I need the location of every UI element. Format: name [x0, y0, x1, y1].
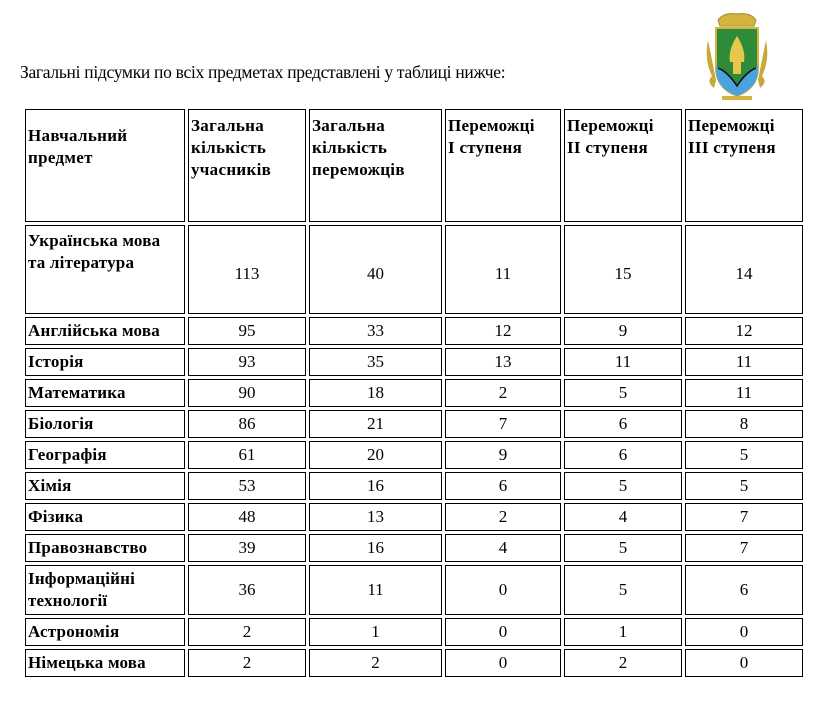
second-degree-cell: 4 — [564, 503, 682, 531]
winners-cell: 1 — [309, 618, 442, 646]
first-degree-cell: 4 — [445, 534, 561, 562]
winners-cell: 35 — [309, 348, 442, 376]
table-row — [25, 565, 803, 615]
participants-cell: 2 — [188, 649, 306, 677]
table-row — [25, 618, 803, 646]
table-row — [25, 649, 803, 677]
second-degree-cell: 15 — [564, 225, 682, 314]
second-degree-cell: 9 — [564, 317, 682, 345]
third-degree-cell: 7 — [685, 503, 803, 531]
subject-cell: Німецька мова — [25, 649, 185, 677]
participants-cell: 2 — [188, 618, 306, 646]
winners-cell: 18 — [309, 379, 442, 407]
subject-cell: Математика — [25, 379, 185, 407]
participants-cell: 95 — [188, 317, 306, 345]
table-row — [25, 317, 803, 345]
subject-cell: Біологія — [25, 410, 185, 438]
second-degree-cell: 6 — [564, 410, 682, 438]
third-degree-cell: 0 — [685, 618, 803, 646]
participants-cell: 53 — [188, 472, 306, 500]
subject-cell: Правознавство — [25, 534, 185, 562]
second-degree-cell: 11 — [564, 348, 682, 376]
second-degree-cell: 1 — [564, 618, 682, 646]
winners-cell: 13 — [309, 503, 442, 531]
first-degree-cell: 2 — [445, 379, 561, 407]
subject-cell: Англійська мова — [25, 317, 185, 345]
first-degree-cell: 9 — [445, 441, 561, 469]
third-degree-cell: 6 — [685, 565, 803, 615]
results-table — [22, 106, 806, 680]
winners-cell: 33 — [309, 317, 442, 345]
intro-text: Загальні підсумки по всіх предметах представлені у таблиці нижче: — [20, 62, 506, 82]
winners-cell: 2 — [309, 649, 442, 677]
second-degree-cell: 5 — [564, 565, 682, 615]
table-row — [25, 379, 803, 407]
participants-cell: 48 — [188, 503, 306, 531]
participants-cell: 39 — [188, 534, 306, 562]
table-row — [25, 503, 803, 531]
third-degree-cell: 7 — [685, 534, 803, 562]
table-row — [25, 441, 803, 469]
table-row — [25, 410, 803, 438]
third-degree-cell: 11 — [685, 379, 803, 407]
third-degree-cell: 11 — [685, 348, 803, 376]
winners-cell: 11 — [309, 565, 442, 615]
participants-cell: 36 — [188, 565, 306, 615]
first-degree-cell: 12 — [445, 317, 561, 345]
table-row — [25, 348, 803, 376]
winners-cell: 16 — [309, 472, 442, 500]
subject-cell: Історія — [25, 348, 185, 376]
subject-cell: Географія — [25, 441, 185, 469]
subject-cell: Українська мова та література — [25, 225, 185, 314]
third-degree-cell: 0 — [685, 649, 803, 677]
first-degree-cell: 2 — [445, 503, 561, 531]
participants-cell: 90 — [188, 379, 306, 407]
table-header-row — [25, 109, 803, 222]
first-degree-cell: 0 — [445, 618, 561, 646]
subject-cell: Хімія — [25, 472, 185, 500]
first-degree-cell: 7 — [445, 410, 561, 438]
second-degree-cell: 2 — [564, 649, 682, 677]
coat-of-arms-icon — [704, 10, 770, 102]
participants-cell: 113 — [188, 225, 306, 314]
first-degree-cell: 0 — [445, 649, 561, 677]
second-degree-cell: 5 — [564, 534, 682, 562]
participants-cell: 86 — [188, 410, 306, 438]
table-row — [25, 472, 803, 500]
participants-cell: 93 — [188, 348, 306, 376]
third-degree-cell: 5 — [685, 441, 803, 469]
second-degree-cell: 6 — [564, 441, 682, 469]
header-third-degree: Переможці III ступеня — [685, 109, 803, 222]
header-first-degree: Переможці I ступеня — [445, 109, 561, 222]
header-second-degree: Переможці II ступеня — [564, 109, 682, 222]
second-degree-cell: 5 — [564, 379, 682, 407]
third-degree-cell: 14 — [685, 225, 803, 314]
winners-cell: 40 — [309, 225, 442, 314]
table-row — [25, 225, 803, 314]
first-degree-cell: 13 — [445, 348, 561, 376]
table-row — [25, 534, 803, 562]
header-winners: Загальна кількість переможців — [309, 109, 442, 222]
first-degree-cell: 0 — [445, 565, 561, 615]
participants-cell: 61 — [188, 441, 306, 469]
first-degree-cell: 11 — [445, 225, 561, 314]
second-degree-cell: 5 — [564, 472, 682, 500]
winners-cell: 16 — [309, 534, 442, 562]
winners-cell: 20 — [309, 441, 442, 469]
header-subject: Навчальний предмет — [25, 109, 185, 222]
subject-cell: Фізика — [25, 503, 185, 531]
subject-cell: Астрономія — [25, 618, 185, 646]
third-degree-cell: 5 — [685, 472, 803, 500]
header-participants: Загальна кількість учасників — [188, 109, 306, 222]
winners-cell: 21 — [309, 410, 442, 438]
third-degree-cell: 8 — [685, 410, 803, 438]
first-degree-cell: 6 — [445, 472, 561, 500]
third-degree-cell: 12 — [685, 317, 803, 345]
subject-cell: Інформаційні технології — [25, 565, 185, 615]
